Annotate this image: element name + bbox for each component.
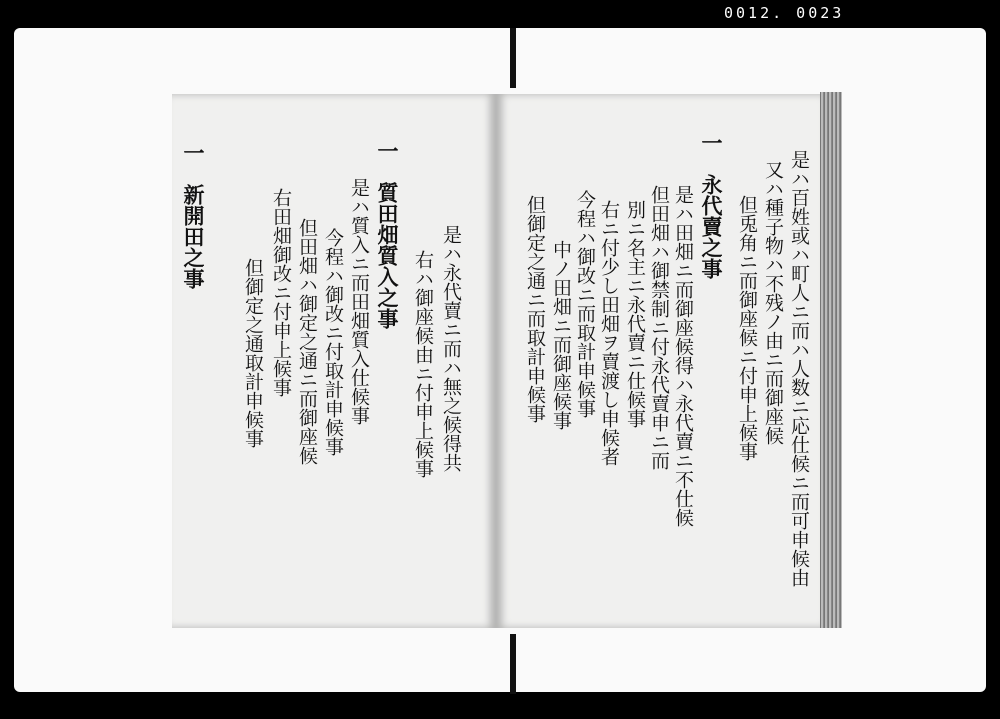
right-col-11: 但御定之通ニ而取計申候事 — [524, 195, 546, 423]
left-heading-2: 一 新開田之事 — [181, 142, 206, 289]
right-col-1: 是ハ百姓或ハ町人ニ而ハ人数ニ応仕候ニ而可申候由 — [788, 150, 810, 587]
left-col-7: 右田畑御改ニ付申上候事 — [270, 188, 292, 397]
left-heading: 一 質田畑質入之事 — [375, 140, 400, 329]
right-col-7: 別ニ名主ニ永代賣ニ仕候事 — [624, 200, 646, 428]
left-col-1: 是ハ永代賣ニ而ハ無之候得共 — [440, 225, 462, 472]
left-col-8: 但御定之通取計申候事 — [242, 258, 264, 448]
gutter-mark-bottom — [510, 634, 516, 694]
right-col-9: 今程ハ御改ニ而取計申候事 — [574, 190, 596, 418]
left-col-2: 右ハ御座候由ニ付申上候事 — [412, 250, 434, 478]
left-col-5: 今程ハ御改ニ付取計申候事 — [322, 228, 344, 456]
book-fore-edge — [820, 92, 842, 628]
right-col-5: 是ハ田畑ニ而御座候得ハ永代賣ニ不仕候 — [672, 185, 694, 527]
left-col-6: 但田畑ハ御定之通ニ而御座候 — [296, 218, 318, 465]
left-col-4: 是ハ質入ニ而田畑質入仕候事 — [348, 178, 370, 425]
frame-code: 0012. 0023 — [724, 4, 845, 22]
gutter-mark-top — [510, 28, 516, 88]
right-col-6: 但田畑ハ御禁制ニ付永代賣申ニ而 — [648, 185, 670, 470]
right-heading: 一 永代賣之事 — [699, 132, 724, 279]
right-col-3: 但兎角ニ而御座候ニ付申上候事 — [736, 195, 758, 461]
right-col-2: 又ハ種子物ハ不残ノ由ニ而御座候 — [762, 160, 784, 445]
right-col-8: 右ニ付少し田畑ヲ賣渡し申候者 — [598, 200, 620, 466]
right-col-10: 中ノ田畑ニ而御座候事 — [550, 240, 572, 430]
